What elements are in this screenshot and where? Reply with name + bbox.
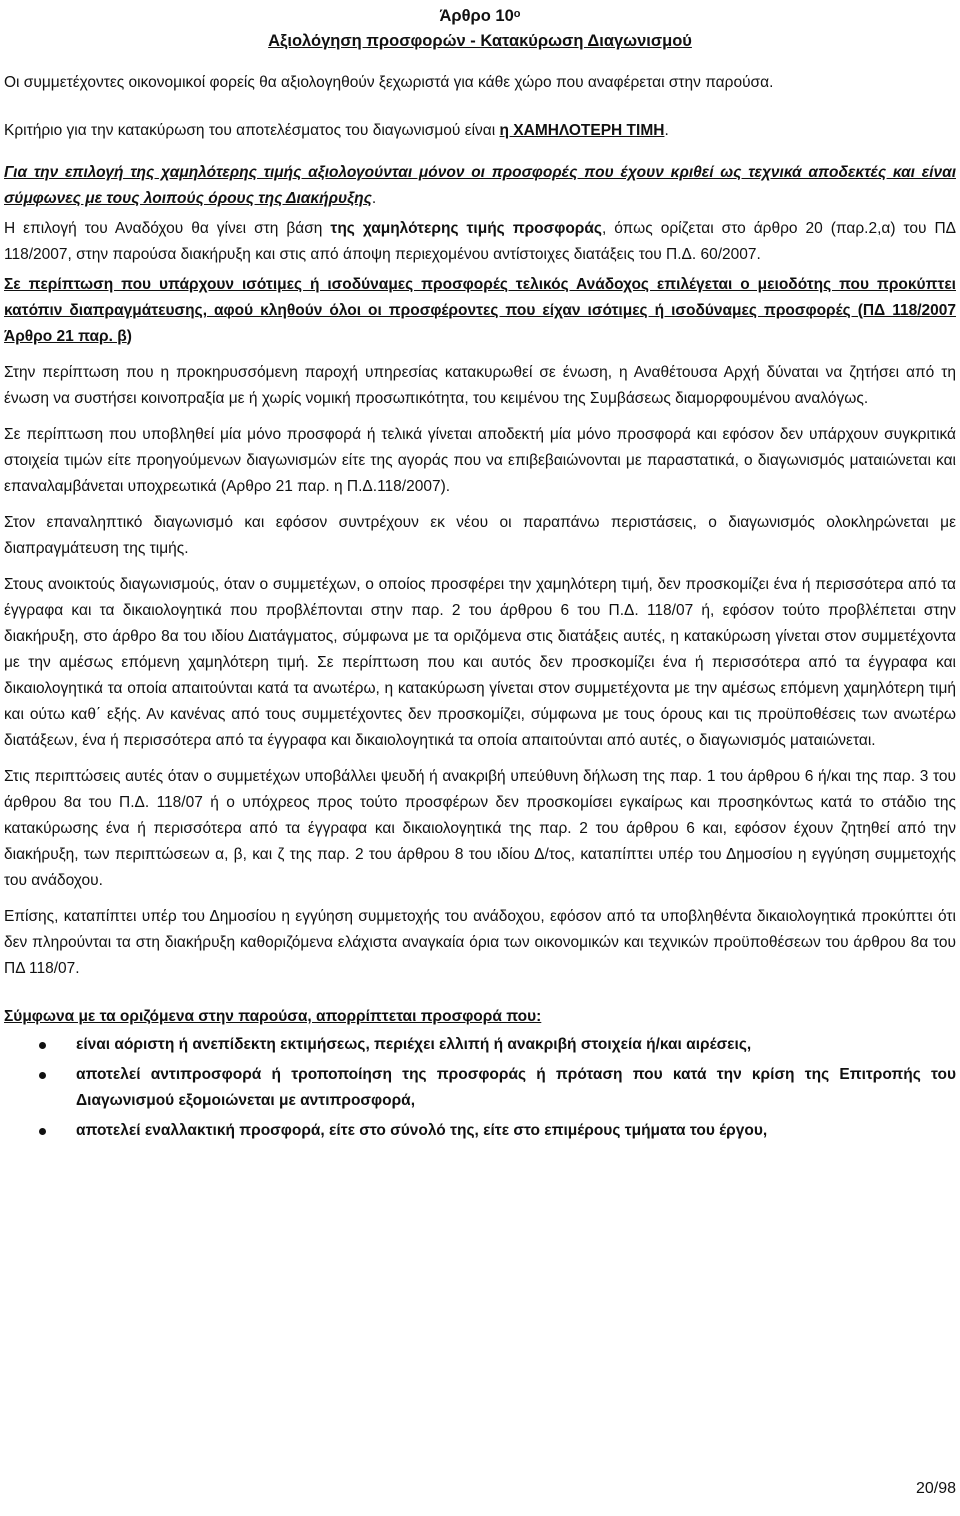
rejection-item-text: αποτελεί εναλλακτική προσφορά, είτε στο σύνολό της, είτε στο επιμέρους τμήματα του έργου, — [76, 1122, 768, 1139]
paragraph-open-tenders: Στους ανοικτούς διαγωνισμούς, όταν ο συμμετέχων, ο οποίος προσφέρει την χαμηλότερη τιμή, δεν προσκομίζει ένα ή περισσότερα από τα έγγραφα και τα δικαιολογητικά που προβλέπονται στην παρ. 2 του άρθρου 6 του Π.Δ. 118/07 ή, εφόσον τούτο προβλέπεται στην διακήρυξη, στο άρθρο 8α του ιδίου Διατάγματος, σύμφωνα με τα οριζόμενα στις διατάξεις αυτές, η κατακύρωση γίνεται στον συμμετέχοντα με την αμέσως επόμενη χαμηλότερη τιμή. Σε περίπτωση που και αυτός δεν προσκομίζει ένα ή περισσότερα από τα έγγραφα και δικαιολογητικά τα οποία απαιτούνται κατά τα ανωτέρω, η κατακύρωση γίνεται στον συμμετέχοντα με την αμέσως επόμενη χαμηλότερη τιμή και ούτω καθ΄ εξής. Αν κανένας από τους συμμετέχοντες δεν προσκομίζει, σύμφωνα με τους όρους και τις προϋποθέσεις των ανωτέρω διατάξεων, ένα ή περισσότερα από τα έγγραφα και δικαιολογητικά τα οποία απαιτούνται από αυτές, ο διαγωνισμός ματαιώνεται. — [4, 576, 956, 749]
criterion-lowest-price: η ΧΑΜΗΛΟΤΕΡΗ ΤΙΜΗ — [499, 122, 665, 139]
paragraph-contractor-selection — [4, 216, 956, 268]
list-item — [4, 1118, 956, 1144]
equivalent-offers-text: Σε περίπτωση που υπάρχουν ισότιμες ή ισοδύναμες προσφορές τελικός Ανάδοχος επιλέγεται ο μειοδότης που προκύπτει κατόπιν διαπραγμάτευσης, αφού κληθούν όλοι οι προσφέροντες που είχαν ισότιμες ή ισοδύναμες προσφορές (ΠΔ 118/2007 Άρθρο 21 παρ. β — [4, 276, 956, 345]
bullet-icon — [39, 1042, 46, 1049]
rejection-heading: Σύμφωνα με τα οριζόμενα στην παρούσα, απορρίπτεται προσφορά που: — [4, 1008, 542, 1025]
rejection-list — [4, 1032, 956, 1144]
paragraph-single-offer: Σε περίπτωση που υποβληθεί μία μόνο προσφορά ή τελικά γίνεται αποδεκτή μία μόνο προσφορά και εφόσον δεν υπάρχουν συγκριτικά στοιχεία τιμών είτε προηγούμενων διαγωνισμών είτε της αγοράς που να επιβεβαιώνονται με παραστατικά, ο διαγωνισμός ματαιώνεται και επαναλαμβάνεται υποχρεωτικά (Αρθρο 21 παρ. η Π.Δ.118/2007). — [4, 426, 956, 495]
bullet-icon — [39, 1072, 46, 1079]
evaluation-end: . — [371, 190, 377, 207]
article-heading-superscript: ο — [513, 8, 521, 20]
list-item — [4, 1032, 956, 1058]
paragraph-guarantee-forfeit: Επίσης, καταπίπτει υπέρ του Δημοσίου η εγγύηση συμμετοχής του ανάδοχου, εφόσον από τα υποβληθέντα δικαιολογητικά προκύπτει ότι δεν πληρούνται τα στη διακήρυξη καθοριζόμενα ελάχιστα αναγκαία όρια των οικονομικών και τεχνικών προϋποθέσεων του άρθρου 8α του ΠΔ 118/07. — [4, 908, 956, 977]
page-number: 20/98 — [915, 1480, 956, 1497]
rejection-item-text: είναι αόριστη ή ανεπίδεκτη εκτιμήσεως, περιέχει ελλιπή ή ανακριβή στοιχεία ή/και αιρέσεις, — [76, 1036, 752, 1053]
evaluation-text: Για την επιλογή της χαμηλότερης τιμής αξιολογούνται μόνον οι προσφορές που έχουν κριθεί ως τεχνικά αποδεκτές και είναι σύμφωνες με τους λοιπούς όρους της Διακήρυξης — [4, 164, 956, 207]
paragraph-evaluation — [4, 160, 956, 212]
article-heading-text: Άρθρο 10 — [439, 7, 514, 25]
article-subtitle: Αξιολόγηση προσφορών - Κατακύρωση Διαγωνισμού — [268, 32, 692, 50]
bullet-icon — [39, 1128, 46, 1135]
paragraph-equivalent-offers — [4, 272, 956, 350]
paragraph-joint-venture: Στην περίπτωση που η προκηρυσσόμενη παροχή υπηρεσίας κατακυρωθεί σε ένωση, η Αναθέτουσα Αρχή δύναται να ζητήσει από τη ένωση να συστήσει κοινοπραξία με ή χωρίς νομική προσωπικότητα, του κειμένου της Συμβάσεως διαμορφουμένου αναλόγως. — [4, 364, 956, 407]
selection-lowest-offer: της χαμηλότερης τιμής προσφοράς — [330, 220, 602, 237]
rejection-item-text: αποτελεί αντιπροσφορά ή τροποποίηση της προσφοράς ή πρόταση που κατά την κρίση της Επιτροπής του Διαγωνισμού εξομοιώνεται με αντιπροσφορά, — [76, 1066, 956, 1109]
paragraph-criterion — [4, 118, 956, 144]
selection-text-a: Η επιλογή του Αναδόχου θα γίνει στη βάση — [4, 220, 331, 237]
paragraph-repeat-tender: Στον επαναληπτικό διαγωνισμό και εφόσον συντρέχουν εκ νέου οι παραπάνω περιστάσεις, ο διαγωνισμός ολοκληρώνεται με διαπραγμάτευση της τιμής. — [4, 514, 956, 557]
equivalent-offers-end: ) — [126, 328, 132, 345]
selection-text-c: , όπως ορίζεται στο άρθρο 20 (παρ.2,α) του ΠΔ 118/2007, στην παρούσα διακήρυξη και στις από άποψη περιεχομένου αντίστοιχες διατάξεις του Π.Δ. 60/2007. — [4, 220, 957, 263]
paragraph-scope: Οι συμμετέχοντες οικονομικοί φορείς θα αξιολογηθούν ξεχωριστά για κάθε χώρο που αναφέρεται στην παρούσα. — [4, 74, 774, 91]
criterion-text: Κριτήριο για την κατακύρωση του αποτελέσματος του διαγωνισμού είναι — [4, 122, 500, 139]
paragraph-false-declaration: Στις περιπτώσεις αυτές όταν ο συμμετέχων υποβάλλει ψευδή ή ανακριβή υπεύθυνη δήλωση της παρ. 1 του άρθρου 6 ή/και της παρ. 3 του άρθρου 8α του Π.Δ. 118/07 ή ο υπόχρεος προς τούτο προσφέρων δεν προσκομίσει εγκαίρως και προσηκόντως κατά το στάδιο της κατακύρωσης ένα ή περισσότερα από τα έγγραφα και δικαιολογητικά της παρ. 2 του άρθρου 6 και, εφόσον έχουν ζητηθεί από την διακήρυξη, των περιπτώσεων α, β, και ζ της παρ. 2 του άρθρου 8 του ιδίου Δ/τος, καταπίπτει υπέρ του Δημοσίου η εγγύηση συμμετοχής του ανάδοχου. — [4, 768, 956, 889]
article-heading — [4, 4, 956, 29]
criterion-end: . — [664, 122, 669, 139]
list-item — [4, 1062, 956, 1114]
